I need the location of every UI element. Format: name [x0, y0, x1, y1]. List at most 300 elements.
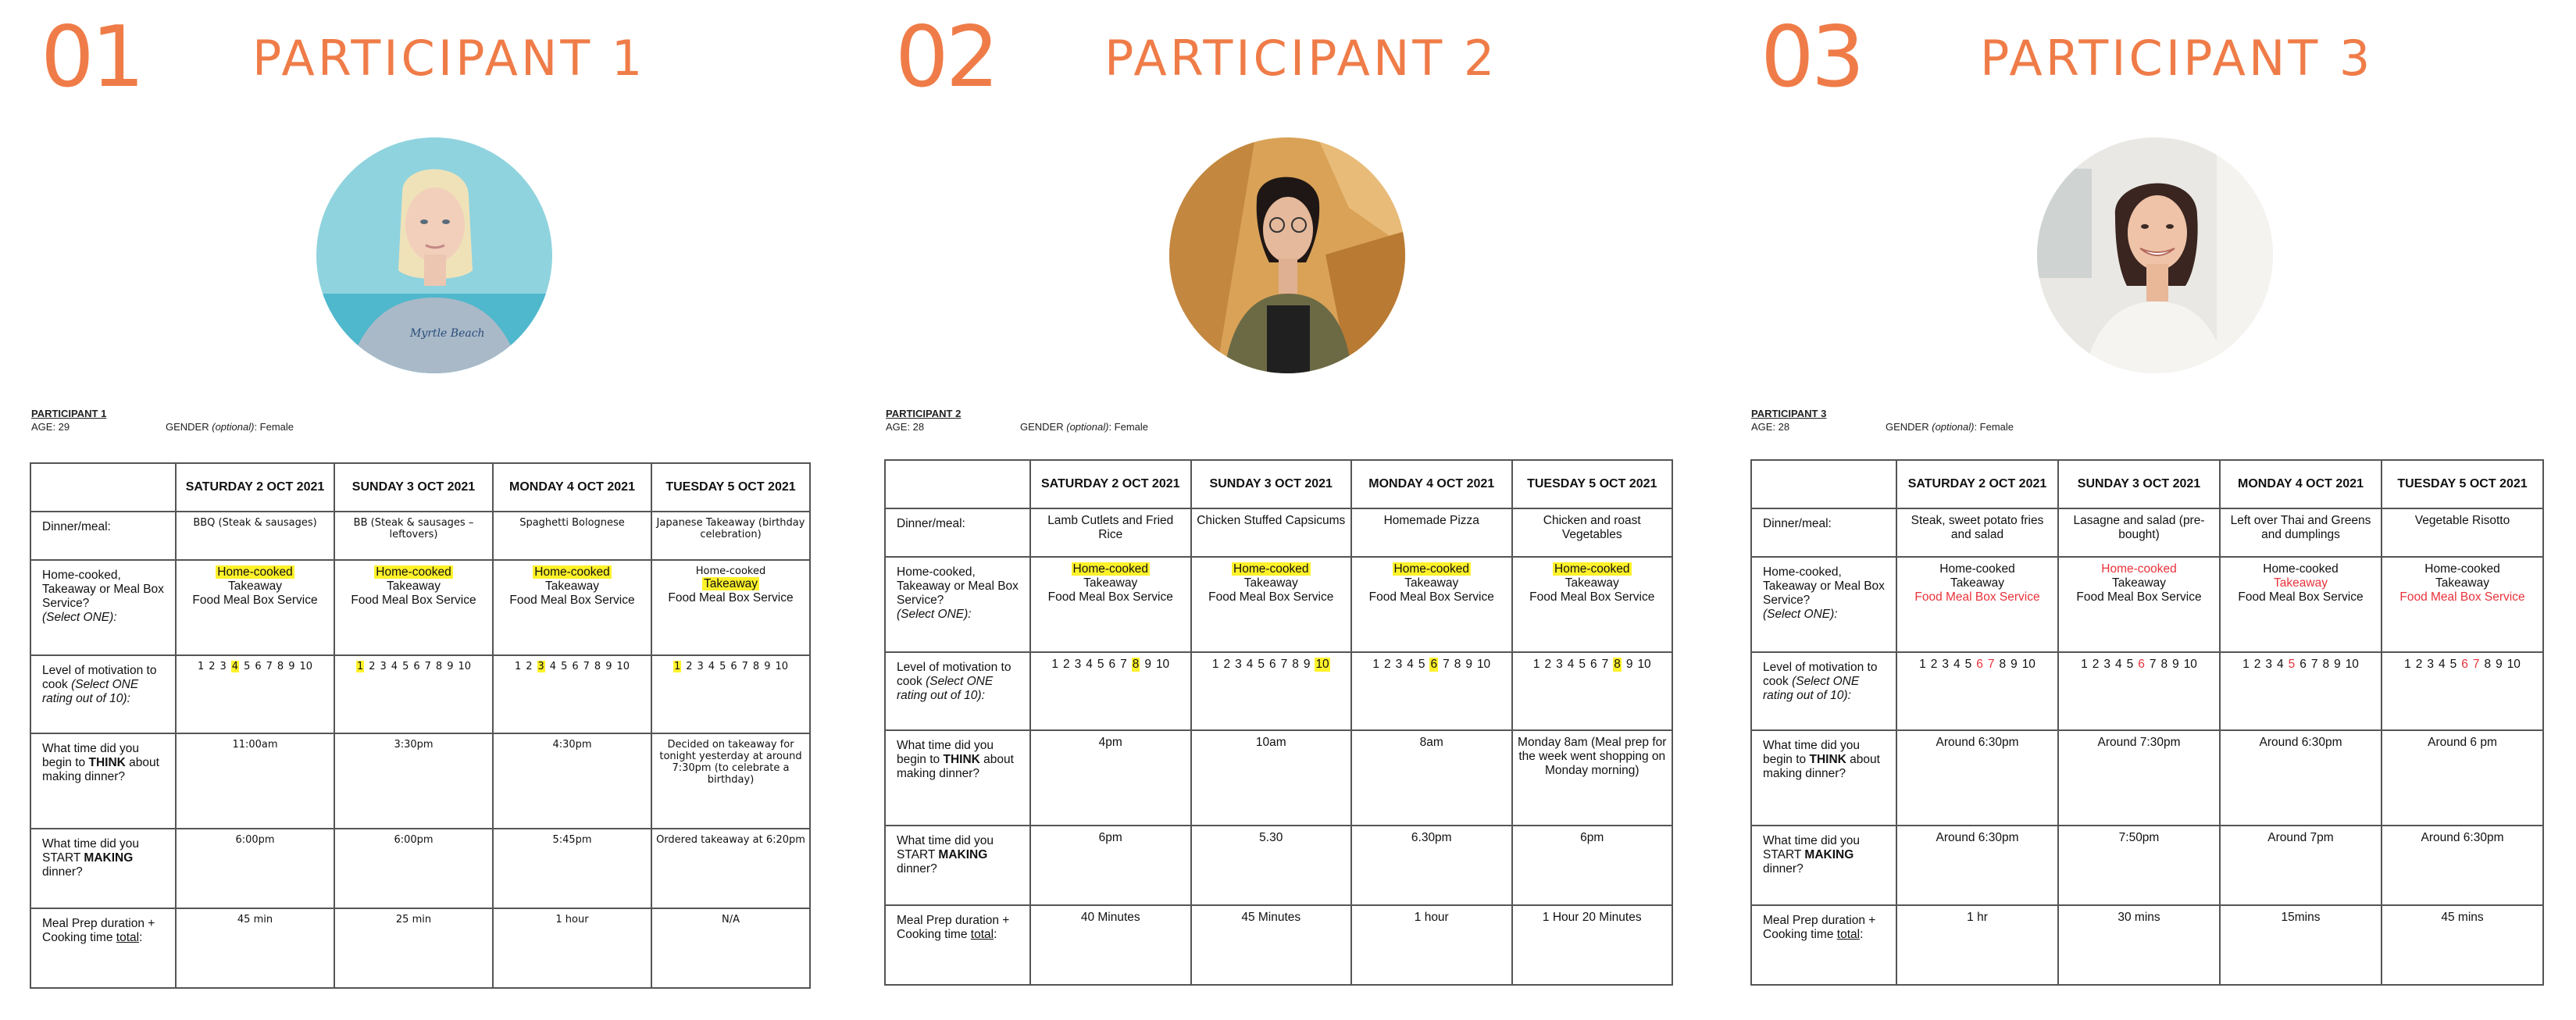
row-label-note: (Select ONE):: [1763, 607, 1838, 621]
rating-number: 10: [458, 661, 472, 672]
option-home: [2224, 562, 2378, 576]
meal-cell: [651, 512, 810, 560]
rating-number: 4: [1407, 658, 1414, 671]
rating-number: 6: [572, 661, 579, 672]
think-time-text: Around 6:30pm: [1936, 736, 2019, 749]
rating-number: 4: [2114, 658, 2122, 671]
selected-option-text: Home-cooked: [2101, 562, 2177, 576]
participant-number: 01: [41, 9, 142, 106]
think-time-text: 10am: [1255, 736, 1286, 749]
rating-number: 9: [605, 661, 612, 672]
option-home: [2062, 562, 2216, 576]
rating-number: 4: [1246, 658, 1254, 671]
header-row: [885, 460, 1672, 508]
meal-text: Chicken Stuffed Capsicums: [1197, 514, 1346, 527]
day-header: SATURDAY 2 OCT 2021: [1896, 460, 2058, 508]
option-takeaway: [497, 580, 648, 594]
option-box: [497, 594, 648, 608]
duration-text: 25 min: [395, 914, 432, 925]
option-text: Food Meal Box Service: [192, 593, 318, 607]
rating-number: 7: [2310, 658, 2318, 671]
think-time-cell: [1512, 730, 1673, 826]
meal-type-cell: [1351, 557, 1512, 652]
meal-cell: [2058, 508, 2220, 557]
selected-option-text: Home-cooked: [217, 565, 293, 579]
rating-number: 9: [1303, 658, 1311, 671]
start-time-cell: [334, 829, 493, 908]
rating-scale: [338, 661, 489, 672]
age-text: AGE: 29: [31, 421, 70, 433]
meal-type-cell: [1896, 557, 2058, 652]
participant-photo-1: [316, 137, 552, 373]
rating-number: 4: [2438, 658, 2446, 671]
start-time-text: 5:45pm: [552, 834, 592, 846]
rating-number: 6: [255, 661, 262, 672]
option-text: Takeaway: [1565, 576, 1619, 590]
avatar: [2037, 137, 2273, 373]
rating-number: 9: [2010, 658, 2018, 671]
option-text: Food Meal Box Service: [351, 593, 476, 607]
participant-number: 02: [895, 9, 997, 106]
meal-row: [1751, 508, 2543, 557]
think-time-cell: [651, 733, 810, 829]
meal-type-cell: [334, 560, 493, 655]
row-label-meal: [30, 512, 176, 560]
rating-number: 5: [1258, 658, 1265, 671]
option-takeaway: [1195, 576, 1348, 590]
rating-number: 2: [1062, 658, 1070, 671]
think-time-cell: [1351, 730, 1512, 826]
rating-number: 1: [514, 661, 522, 672]
rating-number: 6: [1268, 658, 1276, 671]
selected-rating: 8: [1614, 658, 1621, 671]
start-time-cell: [651, 829, 810, 908]
option-text: Food Meal Box Service: [509, 593, 635, 607]
think-time-cell: [1030, 730, 1191, 826]
row-label-motivation: [30, 655, 176, 733]
think-time-text: 8am: [1419, 736, 1443, 749]
row-label-text: about making dinner?: [1763, 752, 1880, 780]
row-label-text: Home-cooked, Takeaway or Meal Box Service?: [42, 569, 164, 610]
age-text: AGE: 28: [886, 421, 925, 433]
rating-number: 8: [2160, 658, 2168, 671]
selected-option-text: Takeaway: [704, 577, 758, 591]
meal-type-cell: [176, 560, 334, 655]
option-takeaway: [1355, 576, 1508, 590]
row-label-think: [885, 730, 1030, 826]
duration-cell: [2220, 905, 2382, 985]
duration-row: [1751, 905, 2543, 985]
row-label-think: [30, 733, 176, 829]
rating-number: 2: [526, 661, 533, 672]
meal-cell: [493, 512, 651, 560]
selected-option-text: Takeaway: [2274, 576, 2328, 590]
row-label-note: (Select ONE):: [42, 610, 117, 624]
option-box: [1195, 590, 1348, 605]
row-label-meal: [885, 508, 1030, 557]
motivation-cell: [1030, 652, 1191, 730]
think-time-text: 4:30pm: [552, 739, 592, 751]
option-home: [497, 565, 648, 580]
option-text: Takeaway: [228, 579, 282, 593]
rating-number: 2: [1930, 658, 1938, 671]
start-time-row: [885, 826, 1672, 905]
rating-number: 3: [2103, 658, 2110, 671]
rating-scale: [655, 661, 806, 672]
rating-number: 2: [2415, 658, 2423, 671]
rating-scale: [1900, 658, 2054, 672]
meal-cell: [1896, 508, 2058, 557]
rating-number: 3: [1556, 658, 1563, 671]
think-time-row: [885, 730, 1672, 826]
option-takeaway: [2385, 576, 2539, 590]
rating-number: 6: [1589, 658, 1597, 671]
row-label-text: Home-cooked, Takeaway or Meal Box Service?: [1763, 565, 1885, 607]
participant-panel-1: [30, 0, 858, 1020]
think-time-text: Monday 8am (Meal prep for the week went shopping on Monday morning): [1518, 736, 1667, 777]
selected-rating: 4: [231, 661, 239, 672]
rating-number: 10: [2021, 658, 2035, 671]
motivation-cell: [2382, 652, 2543, 730]
option-text: Home-cooked: [1939, 562, 2015, 576]
rating-number: 9: [2496, 658, 2503, 671]
rating-number: 8: [594, 661, 601, 672]
meal-row: [30, 512, 810, 560]
rating-number: 10: [299, 661, 313, 672]
selected-option-text: Home-cooked: [1554, 562, 1630, 576]
meal-type-cell: [1030, 557, 1191, 652]
start-time-text: 6pm: [1098, 831, 1122, 844]
rating-number: 1: [1211, 658, 1219, 671]
row-label-text: What time did you START: [897, 834, 994, 861]
start-time-text: 6pm: [1580, 831, 1604, 844]
row-label-type: [30, 560, 176, 655]
rating-number: 2: [1223, 658, 1231, 671]
duration-row: [885, 905, 1672, 985]
start-time-cell: [2058, 826, 2220, 905]
option-text: Takeaway: [1950, 576, 2004, 590]
rating-number: 3: [697, 661, 704, 672]
option-home: [180, 565, 330, 580]
start-time-text: Around 6:30pm: [2421, 831, 2504, 844]
rating-number: 3: [2265, 658, 2272, 671]
motivation-cell: [334, 655, 493, 733]
selected-rating: 1: [356, 661, 364, 672]
rating-number: 3: [1235, 658, 1242, 671]
meal-type-row: [30, 560, 810, 655]
rating-number: 4: [2276, 658, 2284, 671]
duration-cell: [2058, 905, 2220, 985]
option-text: Takeaway: [1404, 576, 1459, 590]
row-label-text: :: [1860, 927, 1864, 941]
row-label-emphasis: THINK: [88, 755, 126, 769]
meal-cell: [1512, 508, 1673, 557]
food-diary-table: [1750, 459, 2544, 986]
row-label-emphasis: MAKING: [938, 847, 988, 861]
row-label-text: Dinner/meal:: [42, 520, 111, 533]
participant-meta: [886, 408, 1148, 433]
row-label-text: Level of motivation to cook: [42, 664, 157, 691]
motivation-cell: [2220, 652, 2382, 730]
rating-number: 1: [1051, 658, 1058, 671]
start-time-row: [1751, 826, 2543, 905]
rating-number: 1: [2081, 658, 2088, 671]
duration-row: [30, 908, 810, 988]
meal-text: Spaghetti Bolognese: [519, 517, 625, 529]
meal-text: Vegetable Risotto: [2414, 514, 2510, 527]
option-text: Food Meal Box Service: [668, 591, 794, 605]
corner-cell: [885, 460, 1030, 508]
meal-row: [885, 508, 1672, 557]
option-text: Food Meal Box Service: [2076, 590, 2202, 604]
rating-number: 1: [1919, 658, 1926, 671]
think-time-text: 3:30pm: [394, 739, 433, 751]
rating-number: 5: [1964, 658, 1972, 671]
rating-number: 5: [2126, 658, 2134, 671]
selected-rating: 6: [2138, 658, 2145, 671]
row-label-text: :: [139, 930, 143, 944]
option-box: [2224, 590, 2378, 605]
rating-number: 9: [1465, 658, 1472, 671]
rating-number: 3: [1074, 658, 1082, 671]
row-label-emphasis: total: [116, 930, 140, 944]
start-time-text: Ordered takeaway at 6:20pm: [656, 834, 805, 846]
start-time-cell: [493, 829, 651, 908]
rating-number: 3: [1942, 658, 1949, 671]
selected-rating: 6: [1430, 658, 1438, 671]
option-box: [1900, 590, 2054, 605]
start-time-cell: [1191, 826, 1352, 905]
selected-rating: 6: [1976, 658, 1983, 671]
rating-scale: [180, 661, 330, 672]
think-time-cell: [1191, 730, 1352, 826]
corner-cell: [1751, 460, 1896, 508]
row-label-start: [30, 829, 176, 908]
age-text: AGE: 28: [1751, 421, 1790, 433]
think-time-cell: [1896, 730, 2058, 826]
option-takeaway: [1516, 576, 1669, 590]
avatar: [316, 137, 552, 373]
selected-rating: 7: [2472, 658, 2480, 671]
selected-rating: 10: [1315, 658, 1329, 671]
rating-number: 7: [583, 661, 590, 672]
rating-number: 8: [752, 661, 760, 672]
rating-scale: [1195, 658, 1348, 672]
rating-number: 10: [1637, 658, 1651, 671]
row-label-text: What time did you begin to: [897, 739, 994, 766]
day-header: SATURDAY 2 OCT 2021: [1030, 460, 1191, 508]
option-text: Takeaway: [387, 579, 441, 593]
gender-text: GENDER (optional): Female: [166, 421, 294, 433]
row-label-duration: [1751, 905, 1896, 985]
option-home: [655, 565, 806, 577]
think-time-text: Around 6:30pm: [2259, 736, 2342, 749]
rating-scale: [497, 661, 648, 672]
start-time-text: Around 7pm: [2267, 831, 2334, 844]
duration-cell: [493, 908, 651, 988]
row-label-type: [885, 557, 1030, 652]
option-text: Home-cooked: [695, 565, 766, 577]
participant-label: PARTICIPANT 1: [31, 408, 107, 419]
rating-number: 2: [2253, 658, 2261, 671]
duration-cell: [1512, 905, 1673, 985]
rating-scale: [1516, 658, 1669, 672]
meal-text: BBQ (Steak & sausages): [193, 517, 317, 529]
row-label-start: [885, 826, 1030, 905]
row-label-emphasis: total: [1836, 927, 1861, 941]
selected-rating: 1: [673, 661, 681, 672]
meal-cell: [2220, 508, 2382, 557]
meal-type-cell: [2220, 557, 2382, 652]
participant-title: PARTICIPANT 1: [252, 30, 646, 87]
option-text: Takeaway: [1083, 576, 1138, 590]
rating-number: 9: [764, 661, 771, 672]
row-label-text: Meal Prep duration + Cooking time: [1763, 914, 1876, 941]
meal-type-cell: [651, 560, 810, 655]
rating-number: 6: [413, 661, 420, 672]
rating-number: 1: [2242, 658, 2250, 671]
motivation-cell: [1512, 652, 1673, 730]
option-home: [1034, 562, 1187, 576]
row-label-text: Home-cooked, Takeaway or Meal Box Service?: [897, 565, 1019, 607]
rating-number: 10: [2506, 658, 2521, 671]
option-text: Food Meal Box Service: [1529, 590, 1655, 604]
option-box: [1516, 590, 1669, 605]
duration-text: 30 mins: [2118, 911, 2160, 924]
duration-cell: [176, 908, 334, 988]
option-box: [338, 594, 489, 608]
rating-number: 5: [1097, 658, 1104, 671]
option-home: [1355, 562, 1508, 576]
motivation-row: [30, 655, 810, 733]
option-box: [655, 591, 806, 605]
start-time-cell: [2382, 826, 2543, 905]
think-time-cell: [2058, 730, 2220, 826]
day-header: TUESDAY 5 OCT 2021: [651, 463, 810, 512]
food-diary-table: [884, 459, 1673, 986]
option-text: Takeaway: [2435, 576, 2489, 590]
rating-number: 8: [1292, 658, 1299, 671]
rating-number: 7: [2149, 658, 2157, 671]
day-header: SUNDAY 3 OCT 2021: [334, 463, 493, 512]
start-time-cell: [1896, 826, 2058, 905]
row-label-text: Level of motivation to cook: [1763, 661, 1878, 688]
rating-number: 8: [1454, 658, 1461, 671]
rating-number: 7: [1601, 658, 1609, 671]
row-label-text: Level of motivation to cook: [897, 661, 1011, 688]
meal-cell: [2382, 508, 2543, 557]
option-text: Takeaway: [1243, 576, 1298, 590]
row-label-emphasis: MAKING: [84, 851, 134, 865]
meal-text: Steak, sweet potato fries and salad: [1911, 514, 2044, 541]
meal-type-cell: [2382, 557, 2543, 652]
rating-number: 2: [209, 661, 216, 672]
option-box: [1034, 590, 1187, 605]
think-time-text: Around 6 pm: [2428, 736, 2497, 749]
motivation-cell: [651, 655, 810, 733]
rating-number: 5: [561, 661, 568, 672]
participant-meta: [31, 408, 294, 433]
option-text: Home-cooked: [2424, 562, 2500, 576]
rating-number: 3: [219, 661, 227, 672]
rating-scale: [2385, 658, 2539, 672]
gender-text: GENDER (optional): Female: [1020, 421, 1149, 433]
selected-option-text: Home-cooked: [1393, 562, 1469, 576]
day-header: MONDAY 4 OCT 2021: [1351, 460, 1512, 508]
selected-rating: 5: [2288, 658, 2296, 671]
row-label-emphasis: THINK: [1809, 752, 1846, 766]
think-time-text: 4pm: [1098, 736, 1122, 749]
meal-cell: [1351, 508, 1512, 557]
option-home: [1516, 562, 1669, 576]
meal-cell: [334, 512, 493, 560]
think-time-text: Decided on takeaway for tonight yesterday at around 7:30pm (to celebrate a birthday): [659, 739, 802, 786]
duration-text: 40 Minutes: [1080, 911, 1140, 924]
rating-number: 10: [616, 661, 630, 672]
rating-number: 2: [2092, 658, 2100, 671]
duration-text: 1 hr: [1967, 911, 1988, 924]
selected-rating: 8: [1132, 658, 1140, 671]
selected-option-text: Home-cooked: [534, 565, 610, 579]
rating-number: 2: [686, 661, 693, 672]
meal-text: BB (Steak & sausages – leftovers): [353, 517, 474, 541]
meal-text: Japanese Takeaway (birthday celebration): [656, 517, 805, 541]
duration-text: 1 Hour 20 Minutes: [1542, 911, 1642, 924]
think-time-cell: [2220, 730, 2382, 826]
duration-cell: [1191, 905, 1352, 985]
rating-number: 9: [2172, 658, 2179, 671]
selected-option-text: Home-cooked: [376, 565, 451, 579]
rating-number: 3: [380, 661, 387, 672]
option-box: [1355, 590, 1508, 605]
option-box: [2385, 590, 2539, 605]
row-label-duration: [885, 905, 1030, 985]
row-label-text: What time did you START: [42, 837, 140, 865]
row-label-duration: [30, 908, 176, 988]
rating-number: 3: [2427, 658, 2434, 671]
rating-number: 9: [1625, 658, 1633, 671]
option-text: Takeaway: [545, 579, 599, 593]
row-label-text: Meal Prep duration + Cooking time: [897, 914, 1010, 941]
rating-number: 10: [2345, 658, 2359, 671]
rating-number: 8: [2322, 658, 2330, 671]
row-label-text: Dinner/meal:: [897, 517, 965, 530]
rating-number: 8: [435, 661, 443, 672]
avatar: [1169, 137, 1405, 373]
option-text: Takeaway: [2112, 576, 2166, 590]
header-row: [30, 463, 810, 512]
option-text: Food Meal Box Service: [1047, 590, 1173, 604]
think-time-cell: [2382, 730, 2543, 826]
rating-number: 5: [244, 661, 251, 672]
rating-scale: [2062, 658, 2216, 672]
duration-text: 45 Minutes: [1241, 911, 1301, 924]
think-time-cell: [334, 733, 493, 829]
start-time-text: 7:50pm: [2118, 831, 2160, 844]
row-label-note: (Select ONE rating out of 10):: [1763, 674, 1860, 702]
motivation-cell: [1351, 652, 1512, 730]
day-header: SUNDAY 3 OCT 2021: [1191, 460, 1352, 508]
rating-number: 7: [741, 661, 748, 672]
rating-number: 4: [549, 661, 557, 672]
meal-type-cell: [1512, 557, 1673, 652]
think-time-row: [30, 733, 810, 829]
duration-cell: [334, 908, 493, 988]
rating-number: 5: [402, 661, 409, 672]
day-header: SATURDAY 2 OCT 2021: [176, 463, 334, 512]
meal-cell: [1191, 508, 1352, 557]
meal-type-cell: [493, 560, 651, 655]
